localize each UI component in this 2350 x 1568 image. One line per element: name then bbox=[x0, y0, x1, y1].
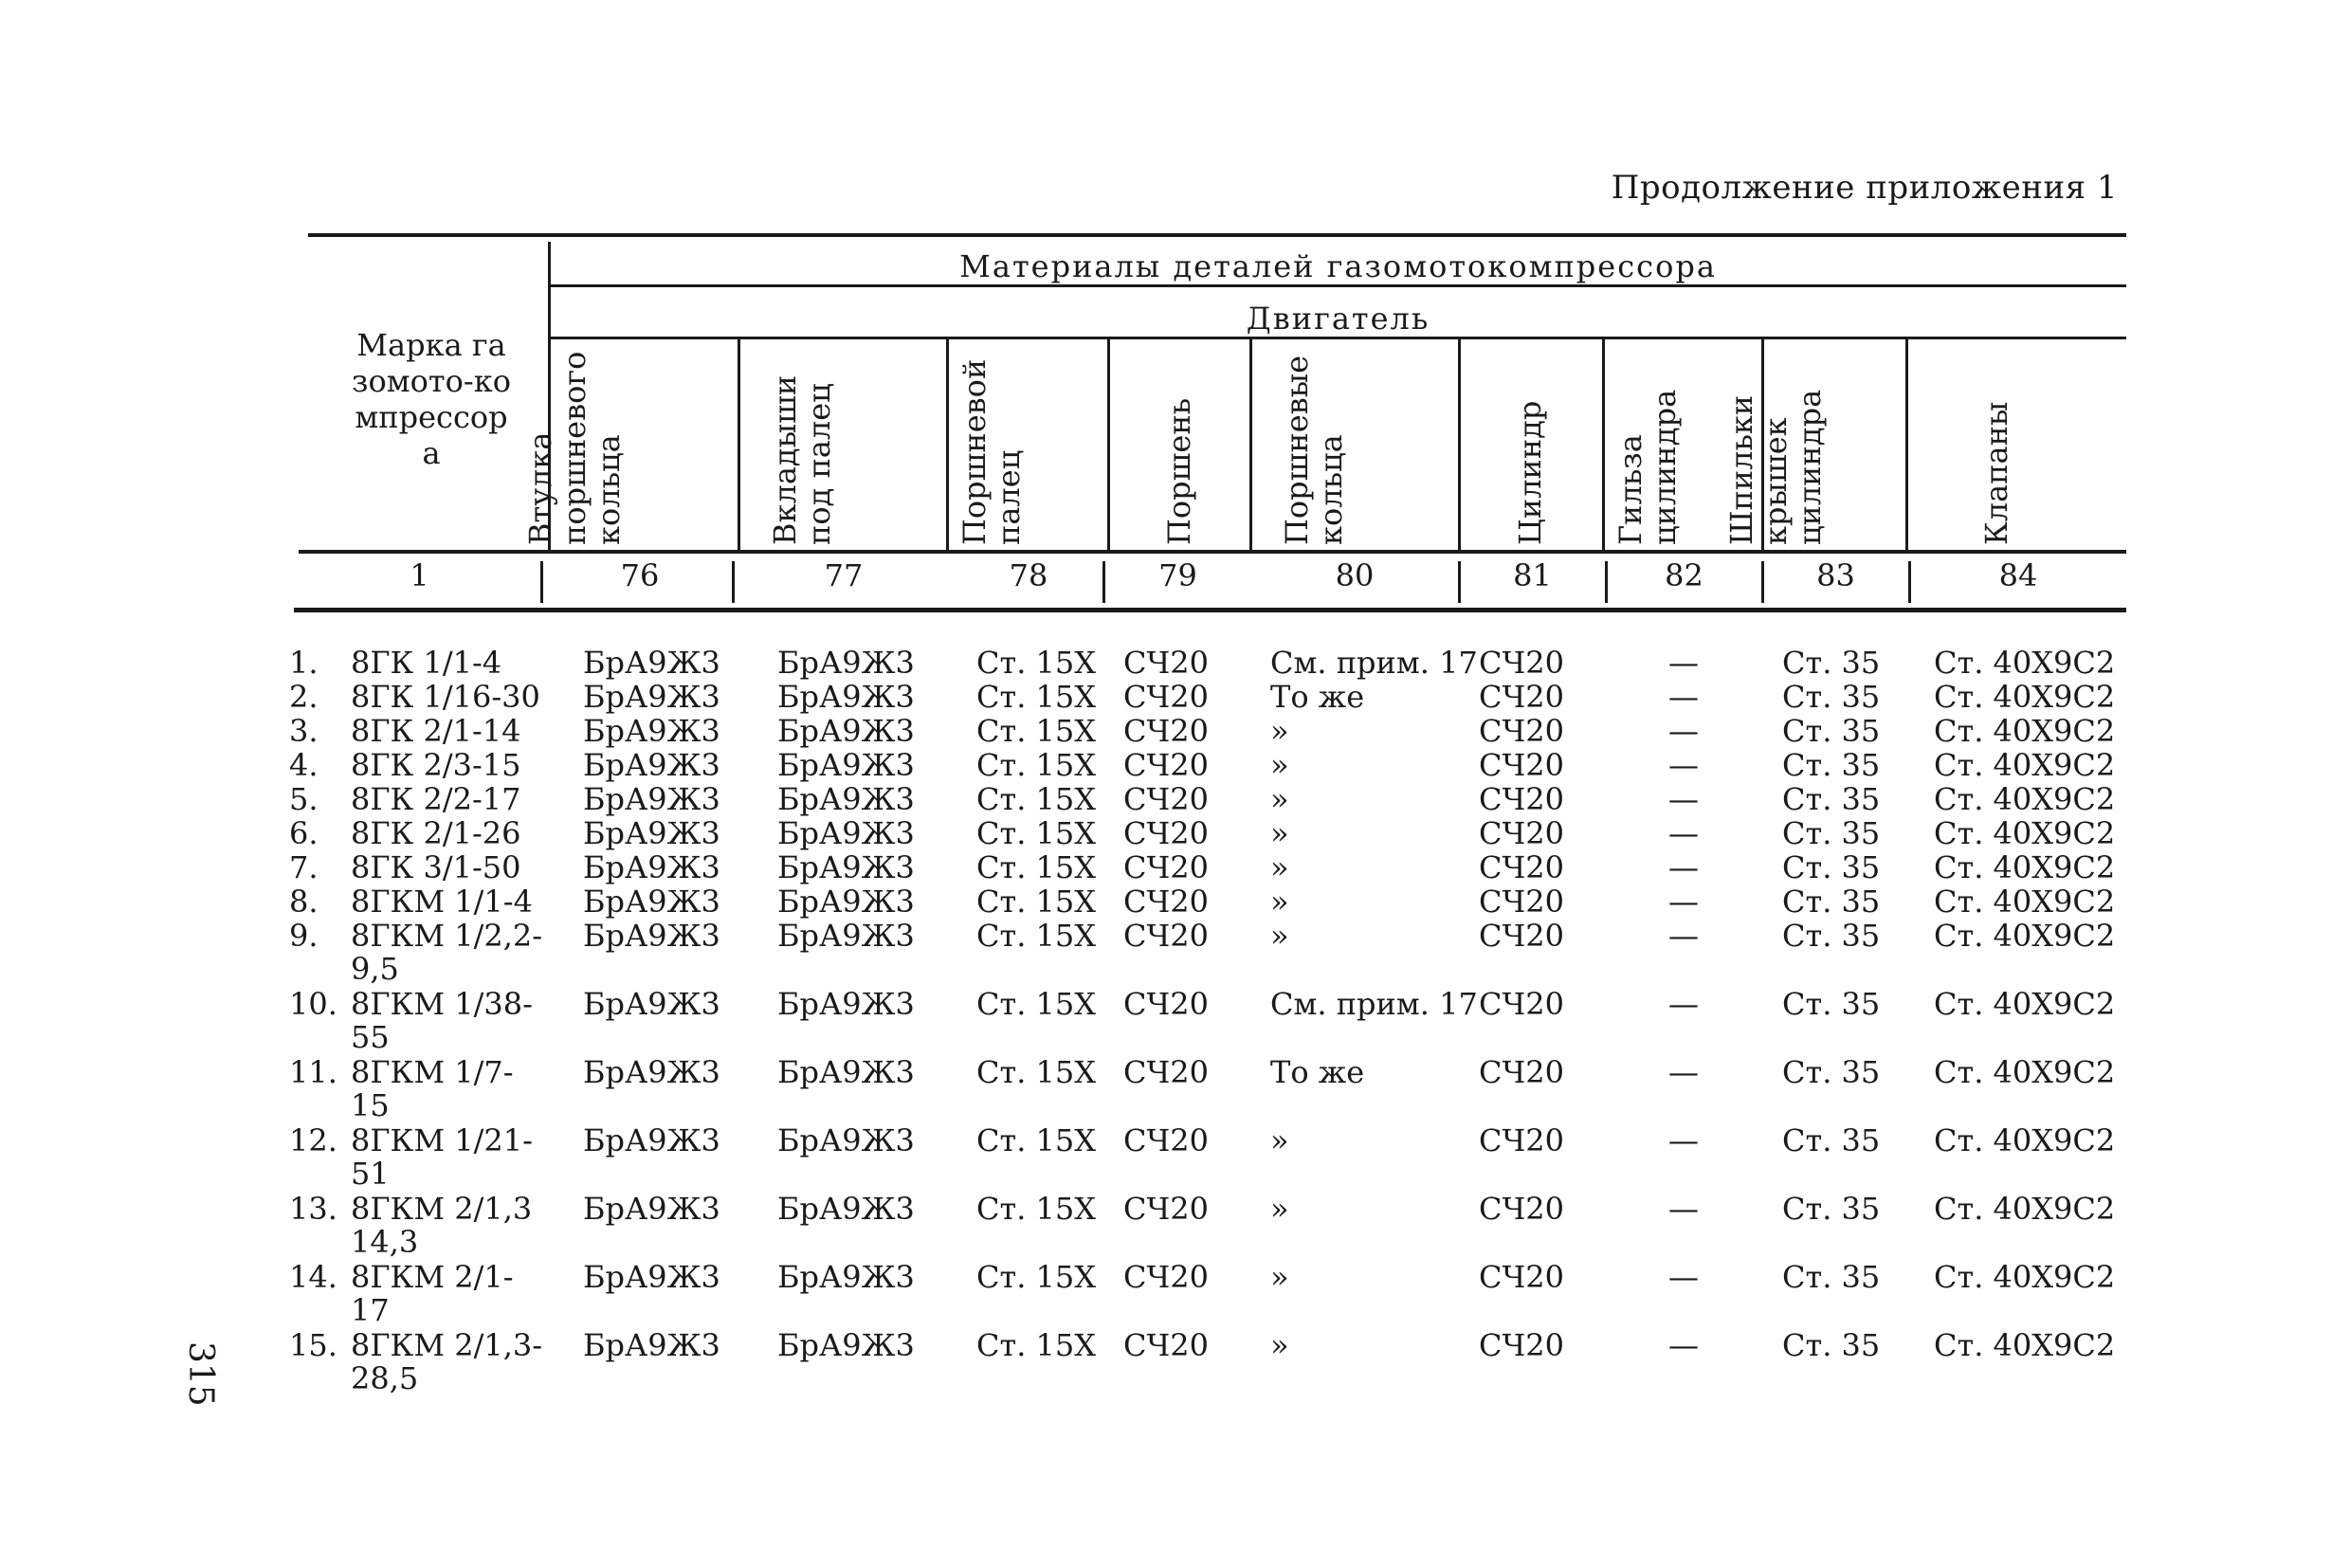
material-cell: БрА9Ж3 bbox=[583, 679, 720, 715]
material-cell: Ст. 40Х9С2 bbox=[1934, 1327, 2116, 1363]
material-cell: » bbox=[1270, 781, 1289, 817]
material-cell: БрА9Ж3 bbox=[777, 645, 915, 681]
material-cell: См. прим. 17 bbox=[1270, 986, 1478, 1022]
material-cell: СЧ20 bbox=[1123, 1122, 1209, 1158]
material-cell: — bbox=[1668, 747, 1699, 783]
column-header: Гильза цилиндра bbox=[1612, 389, 1683, 545]
material-cell: Ст. 15Х bbox=[976, 781, 1097, 817]
material-cell: БрА9Ж3 bbox=[777, 1191, 915, 1227]
row-number: 10. bbox=[289, 986, 337, 1022]
column-number: 82 bbox=[1665, 557, 1703, 593]
column-number: 76 bbox=[620, 557, 660, 593]
material-cell: Ст. 15Х bbox=[976, 849, 1097, 885]
compressor-mark: 8ГКМ 2/1,3 14,3 bbox=[351, 1191, 533, 1260]
material-cell: Ст. 40Х9С2 bbox=[1934, 1054, 2116, 1090]
material-cell: Ст. 35 bbox=[1782, 815, 1881, 851]
column-number: 78 bbox=[1009, 557, 1048, 593]
column-number: 84 bbox=[1998, 557, 2038, 593]
material-cell: Ст. 15Х bbox=[976, 645, 1097, 681]
column-number: 1 bbox=[410, 557, 429, 593]
material-cell: Ст. 35 bbox=[1782, 1191, 1881, 1227]
column-header: Цилиндр bbox=[1512, 400, 1548, 545]
material-cell: — bbox=[1668, 1327, 1699, 1363]
column-divider bbox=[540, 561, 543, 603]
material-cell: БрА9Ж3 bbox=[777, 849, 915, 885]
row-number: 8. bbox=[289, 884, 319, 920]
column-number: 81 bbox=[1513, 557, 1552, 593]
material-cell: — bbox=[1668, 1122, 1699, 1158]
material-cell: БрА9Ж3 bbox=[583, 815, 720, 851]
material-cell: » bbox=[1270, 747, 1289, 783]
material-cell: СЧ20 bbox=[1479, 747, 1564, 783]
material-cell: Ст. 35 bbox=[1782, 747, 1881, 783]
material-cell: Ст. 35 bbox=[1782, 645, 1881, 681]
material-cell: — bbox=[1668, 986, 1699, 1022]
material-cell: » bbox=[1270, 884, 1289, 920]
material-cell: Ст. 35 bbox=[1782, 884, 1881, 920]
material-cell: БрА9Ж3 bbox=[777, 1327, 915, 1363]
material-cell: Ст. 35 bbox=[1782, 1122, 1881, 1158]
material-cell: СЧ20 bbox=[1123, 1327, 1209, 1363]
column-number: 77 bbox=[824, 557, 864, 593]
compressor-mark: 8ГКМ 1/1-4 bbox=[351, 884, 533, 920]
row-number: 14. bbox=[289, 1259, 337, 1295]
column-header: Поршневые кольца bbox=[1279, 355, 1349, 545]
material-cell: БрА9Ж3 bbox=[583, 986, 720, 1022]
material-cell: БрА9Ж3 bbox=[583, 1054, 720, 1090]
row-number: 2. bbox=[289, 679, 319, 715]
column-header: Поршневой палец bbox=[956, 358, 1027, 545]
column-header: Шпильки крышек цилиндра bbox=[1723, 389, 1828, 545]
column-divider bbox=[1249, 339, 1252, 550]
material-cell: СЧ20 bbox=[1123, 815, 1209, 851]
material-cell: Ст. 35 bbox=[1782, 1054, 1881, 1090]
material-cell: БрА9Ж3 bbox=[777, 747, 915, 783]
material-cell: — bbox=[1668, 645, 1699, 681]
material-cell: Ст. 40Х9С2 bbox=[1934, 815, 2116, 851]
material-cell: » bbox=[1270, 815, 1289, 851]
compressor-mark: 8ГКМ 2/1,3-28,5 bbox=[351, 1327, 543, 1396]
material-cell: Ст. 40Х9С2 bbox=[1934, 1259, 2116, 1295]
material-cell: БрА9Ж3 bbox=[777, 1259, 915, 1295]
material-cell: См. прим. 17 bbox=[1270, 645, 1478, 681]
material-cell: То же bbox=[1270, 679, 1365, 715]
material-cell: БрА9Ж3 bbox=[583, 645, 720, 681]
material-cell: СЧ20 bbox=[1123, 849, 1209, 885]
material-cell: БрА9Ж3 bbox=[583, 1259, 720, 1295]
material-cell: БрА9Ж3 bbox=[583, 747, 720, 783]
column-divider bbox=[738, 339, 740, 550]
compressor-mark: 8ГК 3/1-50 bbox=[351, 849, 521, 885]
material-cell: — bbox=[1668, 849, 1699, 885]
material-cell: Ст. 35 bbox=[1782, 1259, 1881, 1295]
material-cell: Ст. 35 bbox=[1782, 1327, 1881, 1363]
row-number: 5. bbox=[289, 781, 319, 817]
material-cell: Ст. 15Х bbox=[976, 1054, 1097, 1090]
material-cell: Ст. 40Х9С2 bbox=[1934, 781, 2116, 817]
row-number: 13. bbox=[289, 1191, 337, 1227]
number-row-rule bbox=[294, 608, 2126, 612]
material-cell: СЧ20 bbox=[1479, 713, 1564, 749]
material-cell: СЧ20 bbox=[1479, 884, 1564, 920]
compressor-mark: 8ГКМ 2/1-17 bbox=[351, 1259, 514, 1328]
material-cell: БрА9Ж3 bbox=[583, 918, 720, 954]
material-cell: СЧ20 bbox=[1479, 1259, 1564, 1295]
column-header: Клапаны bbox=[1978, 401, 2014, 545]
material-cell: БрА9Ж3 bbox=[583, 1191, 720, 1227]
material-cell: Ст. 15Х bbox=[976, 679, 1097, 715]
row-number: 7. bbox=[289, 849, 319, 885]
compressor-mark: 8ГКМ 1/38-55 bbox=[351, 986, 533, 1055]
material-cell: » bbox=[1270, 713, 1289, 749]
row-number: 6. bbox=[289, 815, 319, 851]
material-cell: Ст. 15Х bbox=[976, 1327, 1097, 1363]
compressor-mark: 8ГК 2/2-17 bbox=[351, 781, 521, 817]
material-cell: То же bbox=[1270, 1054, 1365, 1090]
material-cell: СЧ20 bbox=[1123, 713, 1209, 749]
column-number: 79 bbox=[1158, 557, 1197, 593]
compressor-mark: 8ГКМ 1/2,2-9,5 bbox=[351, 918, 543, 987]
material-cell: » bbox=[1270, 849, 1289, 885]
material-cell: Ст. 15Х bbox=[976, 986, 1097, 1022]
material-cell: БрА9Ж3 bbox=[777, 1122, 915, 1158]
material-cell: — bbox=[1668, 884, 1699, 920]
row-number: 4. bbox=[289, 747, 319, 783]
material-cell: » bbox=[1270, 1327, 1289, 1363]
material-cell: СЧ20 bbox=[1123, 986, 1209, 1022]
column-header: Поршень bbox=[1161, 397, 1197, 545]
compressor-mark: 8ГК 1/16-30 bbox=[351, 679, 540, 715]
material-cell: — bbox=[1668, 918, 1699, 954]
material-cell: СЧ20 bbox=[1479, 781, 1564, 817]
material-cell: БрА9Ж3 bbox=[583, 1122, 720, 1158]
material-cell: БрА9Ж3 bbox=[583, 849, 720, 885]
material-cell: СЧ20 bbox=[1479, 1122, 1564, 1158]
column-number: 80 bbox=[1335, 557, 1375, 593]
material-cell: СЧ20 bbox=[1479, 849, 1564, 885]
material-cell: Ст. 40Х9С2 bbox=[1934, 747, 2116, 783]
material-cell: Ст. 35 bbox=[1782, 986, 1881, 1022]
material-cell: Ст. 35 bbox=[1782, 679, 1881, 715]
material-cell: Ст. 40Х9С2 bbox=[1934, 1191, 2116, 1227]
compressor-mark: 8ГК 2/1-14 bbox=[351, 713, 521, 749]
column-header: Втулка поршневого кольца bbox=[522, 351, 627, 545]
material-cell: Ст. 15Х bbox=[976, 713, 1097, 749]
material-cell: БрА9Ж3 bbox=[777, 679, 915, 715]
material-cell: — bbox=[1668, 815, 1699, 851]
material-cell: Ст. 35 bbox=[1782, 781, 1881, 817]
subgroup-title: Двигатель bbox=[1246, 301, 1430, 337]
header-bottom-rule bbox=[299, 550, 2126, 554]
column-divider bbox=[1458, 339, 1461, 550]
material-cell: Ст. 15Х bbox=[976, 815, 1097, 851]
material-cell: » bbox=[1270, 1122, 1289, 1158]
material-cell: » bbox=[1270, 918, 1289, 954]
material-cell: СЧ20 bbox=[1123, 679, 1209, 715]
page-number: 315 bbox=[181, 1341, 220, 1407]
column-header: Вкладыши под палец bbox=[767, 374, 837, 545]
material-cell: Ст. 40Х9С2 bbox=[1934, 849, 2116, 885]
material-cell: СЧ20 bbox=[1479, 986, 1564, 1022]
material-cell: — bbox=[1668, 1191, 1699, 1227]
material-cell: БрА9Ж3 bbox=[583, 1327, 720, 1363]
material-cell: СЧ20 bbox=[1479, 815, 1564, 851]
material-cell: БрА9Ж3 bbox=[777, 884, 915, 920]
material-cell: БрА9Ж3 bbox=[583, 884, 720, 920]
material-cell: СЧ20 bbox=[1479, 645, 1564, 681]
row-number: 11. bbox=[289, 1054, 337, 1090]
material-cell: — bbox=[1668, 1054, 1699, 1090]
material-cell: Ст. 15Х bbox=[976, 747, 1097, 783]
material-cell: Ст. 40Х9С2 bbox=[1934, 918, 2116, 954]
material-cell: СЧ20 bbox=[1123, 645, 1209, 681]
table-caption: Продолжение приложения 1 bbox=[1611, 169, 2118, 207]
material-cell: Ст. 40Х9С2 bbox=[1934, 679, 2116, 715]
material-cell: СЧ20 bbox=[1123, 1191, 1209, 1227]
material-cell: СЧ20 bbox=[1123, 781, 1209, 817]
row-number: 15. bbox=[289, 1327, 337, 1363]
material-cell: СЧ20 bbox=[1123, 1259, 1209, 1295]
material-cell: СЧ20 bbox=[1479, 679, 1564, 715]
compressor-mark: 8ГКМ 1/21-51 bbox=[351, 1122, 533, 1192]
row-number: 12. bbox=[289, 1122, 337, 1158]
material-cell: Ст. 40Х9С2 bbox=[1934, 645, 2116, 681]
material-cell: СЧ20 bbox=[1479, 1191, 1564, 1227]
material-cell: » bbox=[1270, 1259, 1289, 1295]
material-cell: БрА9Ж3 bbox=[777, 918, 915, 954]
material-cell: БрА9Ж3 bbox=[583, 781, 720, 817]
material-cell: Ст. 40Х9С2 bbox=[1934, 713, 2116, 749]
material-cell: БрА9Ж3 bbox=[583, 713, 720, 749]
material-cell: Ст. 15Х bbox=[976, 884, 1097, 920]
mark-column-title: Марка газомото-компрессора bbox=[352, 327, 511, 471]
column-divider bbox=[1905, 339, 1908, 550]
column-divider bbox=[1107, 339, 1110, 550]
material-cell: Ст. 40Х9С2 bbox=[1934, 1122, 2116, 1158]
material-cell: Ст. 35 bbox=[1782, 713, 1881, 749]
compressor-mark: 8ГКМ 1/7-15 bbox=[351, 1054, 514, 1123]
material-cell: СЧ20 bbox=[1123, 1054, 1209, 1090]
material-cell: СЧ20 bbox=[1123, 747, 1209, 783]
material-cell: Ст. 40Х9С2 bbox=[1934, 986, 2116, 1022]
material-cell: БрА9Ж3 bbox=[777, 781, 915, 817]
material-cell: БрА9Ж3 bbox=[777, 1054, 915, 1090]
material-cell: Ст. 40Х9С2 bbox=[1934, 884, 2116, 920]
material-cell: СЧ20 bbox=[1123, 884, 1209, 920]
compressor-mark: 8ГК 1/1-4 bbox=[351, 645, 502, 681]
material-cell: БрА9Ж3 bbox=[777, 713, 915, 749]
material-cell: » bbox=[1270, 1191, 1289, 1227]
material-cell: — bbox=[1668, 679, 1699, 715]
compressor-mark: 8ГК 2/3-15 bbox=[351, 747, 521, 783]
material-cell: СЧ20 bbox=[1479, 1327, 1564, 1363]
material-cell: — bbox=[1668, 713, 1699, 749]
material-cell: Ст. 15Х bbox=[976, 1122, 1097, 1158]
material-cell: БрА9Ж3 bbox=[777, 986, 915, 1022]
material-cell: СЧ20 bbox=[1479, 918, 1564, 954]
material-cell: — bbox=[1668, 781, 1699, 817]
material-cell: Ст. 35 bbox=[1782, 918, 1881, 954]
row-number: 9. bbox=[289, 918, 319, 954]
material-cell: — bbox=[1668, 1259, 1699, 1295]
material-cell: СЧ20 bbox=[1479, 1054, 1564, 1090]
row-number: 1. bbox=[289, 645, 319, 681]
material-cell: Ст. 15Х bbox=[976, 918, 1097, 954]
compressor-mark: 8ГК 2/1-26 bbox=[351, 815, 521, 851]
row-number: 3. bbox=[289, 713, 319, 749]
group-title: Материалы деталей газомотокомпрессора bbox=[959, 248, 1717, 284]
material-cell: Ст. 15Х bbox=[976, 1191, 1097, 1227]
material-cell: Ст. 15Х bbox=[976, 1259, 1097, 1295]
material-cell: СЧ20 bbox=[1123, 918, 1209, 954]
column-number: 83 bbox=[1816, 557, 1855, 593]
column-divider bbox=[1602, 339, 1605, 550]
material-cell: Ст. 35 bbox=[1782, 849, 1881, 885]
material-cell: БрА9Ж3 bbox=[777, 815, 915, 851]
column-divider bbox=[946, 339, 949, 550]
